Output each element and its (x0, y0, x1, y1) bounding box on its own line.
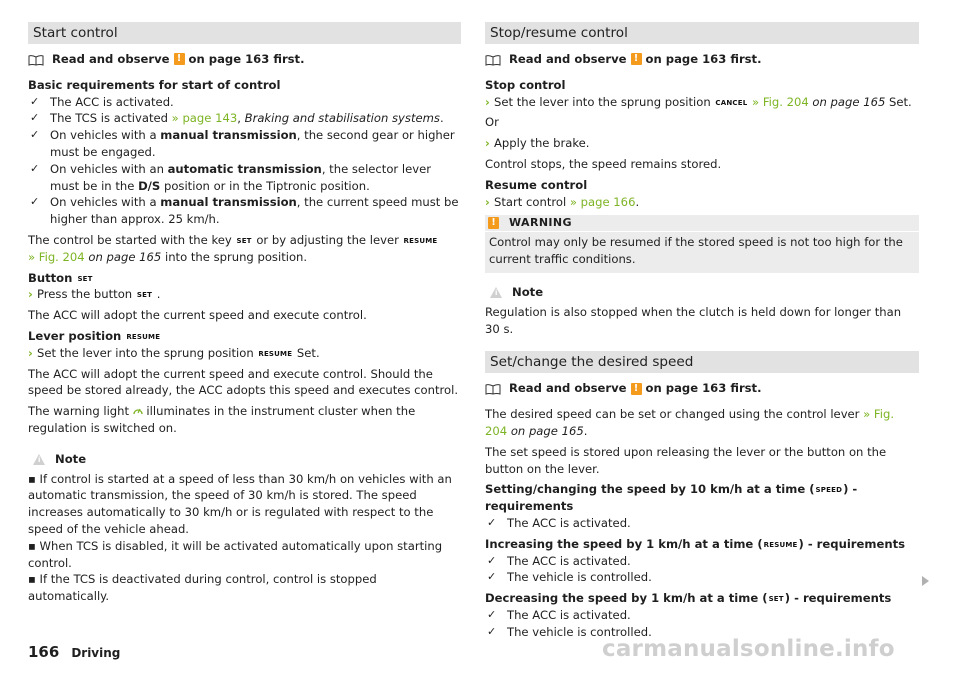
note-block (485, 284, 919, 337)
info-icon: i (490, 286, 502, 298)
button-set-heading: Button SET (28, 270, 93, 285)
step-set-lever-cancel: › Set the lever into the sprung position CANCEL » Fig. 204 on page 165 Set. (485, 94, 912, 109)
cancel-key-symbol: CANCEL (715, 98, 748, 107)
check-item: ✓ The ACC is activated. (485, 515, 919, 532)
book-icon (485, 383, 501, 394)
book-icon (28, 54, 44, 65)
note-item: ▪ When TCS is disabled, it will be activated automatically upon starting control. (28, 538, 443, 570)
check-item: ✓ The ACC is activated. (28, 94, 461, 111)
step-apply-brake: › Apply the brake. (485, 136, 590, 151)
right-column (485, 22, 919, 641)
observe-line (28, 51, 461, 68)
observe-post: on page 163 first. (188, 52, 305, 66)
step-arrow-icon: › (485, 94, 490, 109)
fig-link[interactable]: » Fig. 204 (28, 249, 85, 264)
page-number: 166 (28, 643, 60, 661)
warning-icon: ! (631, 383, 642, 395)
warning-icon: ! (174, 53, 185, 65)
check-item: ✓ The ACC is activated. (485, 607, 919, 624)
observe-line: Read and observe ! on page 163 first. (485, 380, 919, 397)
warning-text: Control may only be resumed if the stored speed is not too high for the current traffic conditions. (489, 235, 903, 267)
step-arrow-icon: › (485, 136, 490, 151)
warning-icon: ! (631, 53, 642, 65)
step-arrow-icon: › (28, 345, 33, 360)
req-heading-set: Decreasing the speed by 1 km/h at a time (SET) - requirements (485, 591, 892, 606)
note-item: ▪ If control is started at a speed of less than 30 km/h on vehicles with an automatic transmission, the speed of 30 km/h is stored. The speed increases automatically to 30 km/h or is regulated with respect to the speed of the vehicle ahead. (28, 471, 452, 536)
desired-speed-text: The desired speed can be set or changed using the control lever » Fig. 204 on page 165. (485, 407, 895, 438)
resume-key-symbol: RESUME (126, 332, 161, 341)
check-item: ✓ On vehicles with an automatic transmission, the selector lever must be in the D/S position or in the Tiptronic position. (28, 161, 461, 195)
warning-icon: ! (488, 217, 499, 229)
step-arrow-icon: › (28, 287, 33, 302)
stored-speed-text: The set speed is stored upon releasing the lever or the button on the button on the lever. (485, 444, 887, 476)
set-key-symbol: SET (768, 595, 784, 604)
book-icon (485, 54, 501, 65)
observe-line: Read and observe ! on page 163 first. (485, 51, 919, 68)
set-key-symbol: SET (77, 274, 93, 283)
resume-control-heading: Resume control (485, 177, 588, 192)
cruise-control-light-icon (133, 404, 143, 414)
start-paragraph: The control be started with the key SET or by adjusting the lever RESUME » Fig. 204 on page 165 into the sprung position. (28, 232, 438, 264)
check-item: ✓ The ACC is activated. (485, 553, 919, 570)
warning-bar (485, 215, 919, 232)
resume-key-symbol: RESUME (763, 540, 798, 549)
step-press-button: › Press the button SET . (28, 287, 161, 302)
check-item: ✓ The TCS is activated » page 143, Braking and stabilisation systems. (28, 110, 461, 127)
observe-pre: Read and observe (52, 52, 170, 66)
fig-link[interactable]: » Fig. 204 (752, 94, 809, 109)
check-item: ✓ The vehicle is controlled. (485, 624, 919, 641)
speed-key-symbol: SPEED (815, 486, 843, 495)
check-item: ✓ On vehicles with a manual transmission, the second gear or higher must be engaged. (28, 127, 461, 161)
acc-adopt-text: The ACC will adopt the current speed and execute control. (28, 308, 367, 323)
check-item: ✓ On vehicles with a manual transmission, the current speed must be higher than approx. 25 km/h. (28, 194, 461, 228)
note-item: ▪ If the TCS is deactivated during control, control is stopped automatically. (28, 572, 377, 604)
warning-box (485, 215, 919, 273)
req-heading-resume: Increasing the speed by 1 km/h at a time (RESUME) - requirements (485, 536, 906, 551)
warning-light-text: The warning light illuminates in the instrument cluster when the regulation is switched on. (28, 404, 416, 435)
chapter-title: Driving (71, 646, 121, 660)
or-text: Or (485, 115, 499, 130)
note-text: Regulation is also stopped when the clutch is held down for longer than 30 s. (485, 304, 902, 336)
resume-key-symbol: RESUME (403, 236, 438, 245)
step-set-lever: › Set the lever into the sprung position RESUME Set. (28, 345, 320, 360)
continue-arrow-icon (922, 576, 929, 586)
basic-requirements-heading: Basic requirements for start of control (28, 77, 281, 92)
lever-position-heading: Lever position RESUME (28, 328, 161, 343)
page-link[interactable]: » page 143 (171, 111, 238, 126)
page-footer (28, 644, 120, 662)
warning-title: WARNING (509, 215, 572, 229)
fig-link[interactable]: » Fig. 204 (485, 407, 895, 438)
step-start-control: › Start control » page 166. (485, 194, 640, 209)
section-heading-start-control: Start control (28, 22, 461, 44)
resume-key-symbol: RESUME (258, 349, 293, 358)
note-heading: i Note (485, 284, 919, 301)
acc-adopt-long-text: The ACC will adopt the current speed and execute control. Should the speed be stored already, the ACC adopts this speed and executes control. (28, 366, 459, 398)
set-key-symbol: SET (236, 236, 252, 245)
section-heading-stop-resume: Stop/resume control (485, 22, 919, 44)
control-stops-text: Control stops, the speed remains stored. (485, 156, 722, 171)
note-heading: i Note (28, 451, 461, 468)
note-block (28, 451, 461, 605)
left-column (28, 22, 461, 605)
stop-control-heading: Stop control (485, 77, 566, 92)
section-heading-set-change-speed: Set/change the desired speed (485, 351, 919, 373)
step-arrow-icon: › (485, 194, 490, 209)
req-heading-speed: Setting/changing the speed by 10 km/h at a time (SPEED) - requirements (485, 482, 858, 514)
info-icon: i (33, 453, 45, 465)
check-item: ✓ The vehicle is controlled. (485, 569, 919, 586)
set-key-symbol: SET (136, 291, 153, 300)
page-link[interactable]: » page 166 (569, 194, 636, 209)
watermark: carmanualsonline.info (602, 636, 895, 662)
